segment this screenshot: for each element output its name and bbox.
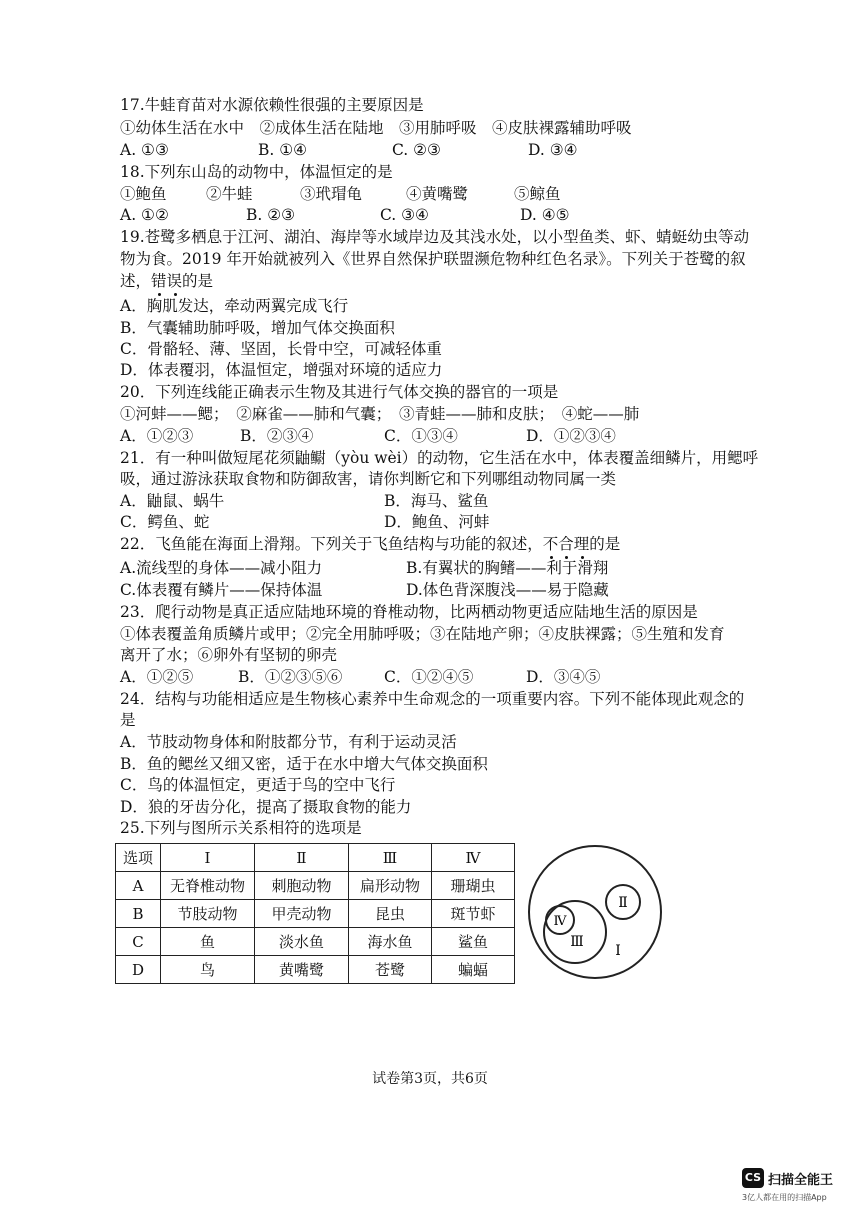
- table-cell: 鱼: [161, 928, 255, 956]
- q23-option-d[interactable]: D．③④⑤: [526, 668, 601, 686]
- q25-stem: 25.下列与图所示关系相符的选项是: [120, 819, 362, 837]
- q23-items-line2: 离开了水；⑥卵外有坚韧的卵壳: [120, 646, 338, 664]
- table-cell: 甲壳动物: [255, 900, 349, 928]
- q23-stem: 23．爬行动物是真正适应陆地环境的脊椎动物，比两栖动物更适应陆地生活的原因是: [120, 603, 698, 621]
- table-cell: 扁形动物: [349, 872, 432, 900]
- q19-stem-line2: 物为食。2019 年开始就被列入《世界自然保护联盟濒危物种红色名录》。下列关于苍鹭的叙: [120, 250, 746, 268]
- q17-option-d[interactable]: D. ③④: [528, 141, 578, 159]
- table-row: [116, 872, 515, 900]
- q19-emphasis-2: 误: [166, 272, 183, 290]
- watermark-tagline: 3亿人都在用的扫描App: [742, 1193, 827, 1202]
- table-header-row: [116, 844, 515, 872]
- q20-option-c[interactable]: C．①③④: [384, 427, 458, 445]
- table-cell: A: [116, 872, 161, 900]
- q21-option-a[interactable]: A．鼬鼠、蜗牛: [120, 492, 225, 510]
- label-iv: Ⅳ: [553, 914, 567, 929]
- q23-option-a[interactable]: A．①②⑤: [120, 668, 194, 686]
- q21-option-d[interactable]: D．鲍鱼、河蚌: [384, 513, 490, 531]
- camscanner-logo-icon: CS: [742, 1168, 764, 1188]
- q18-item-5: ⑤鲸鱼: [514, 185, 561, 203]
- table-cell: 鸟: [161, 956, 255, 984]
- q17-stem: 17.牛蛙育苗对水源依赖性很强的主要原因是: [120, 96, 424, 114]
- q24-stem-line1: 24．结构与功能相适应是生物核心素养中生命观念的一项重要内容。下列不能体现此观念的: [120, 690, 745, 708]
- q23-option-b[interactable]: B．①②③⑤⑥: [238, 668, 343, 686]
- q22-emphasis-1: 不: [542, 535, 559, 553]
- table-row: [116, 900, 515, 928]
- q24-stem-line2: 是: [120, 711, 136, 729]
- table-cell: 蝙蝠: [432, 956, 515, 984]
- scanner-watermark: [742, 1168, 852, 1208]
- table-cell: 珊瑚虫: [432, 872, 515, 900]
- q18-stem: 18.下列东山岛的动物中，体温恒定的是: [120, 163, 393, 181]
- label-i: Ⅰ: [615, 943, 621, 959]
- q21-stem-line1: 21．有一种叫做短尾花须鼬鳚（yòu wèi）的动物，它生活在水中，体表覆盖细鳞片，用鳃呼: [120, 449, 759, 467]
- table-cell: D: [116, 956, 161, 984]
- q25-venn-diagram: [525, 840, 665, 990]
- table-cell: 黄嘴鹭: [255, 956, 349, 984]
- q22-option-d[interactable]: D.体色背深腹浅——易于隐藏: [406, 581, 609, 599]
- q20-option-d[interactable]: D．①②③④: [526, 427, 616, 445]
- q17-option-a[interactable]: A. ①③: [120, 141, 169, 159]
- q19-option-c[interactable]: C．骨骼轻、薄、坚固，长骨中空，可减轻体重: [120, 340, 442, 358]
- table-header-cell: Ⅱ: [255, 844, 349, 872]
- q22-stem: [120, 534, 620, 554]
- q22-option-b[interactable]: B.有翼状的胸鳍——利于滑翔: [406, 559, 609, 577]
- q19-option-a[interactable]: A．胸肌发达，牵动两翼完成飞行: [120, 297, 349, 315]
- table-header-cell: Ⅳ: [432, 844, 515, 872]
- watermark-app-name: 扫描全能王: [768, 1173, 834, 1188]
- q21-option-c[interactable]: C．鳄鱼、蛇: [120, 513, 210, 531]
- table-cell: 苍鹭: [349, 956, 432, 984]
- table-cell: 节肢动物: [161, 900, 255, 928]
- q22-emphasis-3: 理: [573, 535, 590, 553]
- q23-option-c[interactable]: C．①②④⑤: [384, 668, 474, 686]
- q18-item-1: ①鲍鱼: [120, 185, 167, 203]
- page-footer: 试卷第3页，共6页: [372, 1071, 488, 1087]
- q23-items-line1: ①体表覆盖角质鳞片或甲；②完全用肺呼吸；③在陆地产卵；④皮肤裸露；⑤生殖和发育: [120, 625, 725, 643]
- table-header-cell: Ⅰ: [161, 844, 255, 872]
- q20-option-b[interactable]: B．②③④: [240, 427, 314, 445]
- q25-table: [115, 843, 515, 984]
- q18-option-b[interactable]: B. ②③: [246, 206, 296, 224]
- q24-option-d[interactable]: D．狼的牙齿分化，提高了摄取食物的能力: [120, 798, 412, 816]
- table-cell: 无脊椎动物: [161, 872, 255, 900]
- table-cell: 昆虫: [349, 900, 432, 928]
- q19-stem-prefix: 述，: [120, 272, 152, 290]
- q21-stem-line2: 吸，通过游泳获取食物和防御敌害，请你判断它和下列哪组动物同属一类: [120, 470, 617, 488]
- q20-items: ①河蚌——鳃； ②麻雀——肺和气囊； ③青蛙——肺和皮肤； ④蛇——肺: [120, 405, 640, 423]
- q24-option-a[interactable]: A．节肢动物身体和附肢都分节，有利于运动灵活: [120, 733, 457, 751]
- table-cell: 斑节虾: [432, 900, 515, 928]
- q24-option-b[interactable]: B．鱼的鳃丝又细又密，适于在水中增大气体交换面积: [120, 755, 488, 773]
- table-cell: 海水鱼: [349, 928, 432, 956]
- q19-stem-suffix: 的是: [182, 272, 214, 290]
- table-cell: 鲨鱼: [432, 928, 515, 956]
- table-header-cell: Ⅲ: [349, 844, 432, 872]
- q19-stem-line3: [120, 271, 213, 291]
- table-cell: 刺胞动物: [255, 872, 349, 900]
- q19-option-b[interactable]: B．气囊辅助肺呼吸，增加气体交换面积: [120, 319, 395, 337]
- q22-stem-suffix: 的是: [589, 535, 621, 553]
- q17-items: ①幼体生活在水中 ②成体生活在陆地 ③用肺呼吸 ④皮肤裸露辅助呼吸: [120, 119, 632, 137]
- q18-option-a[interactable]: A. ①②: [120, 206, 169, 224]
- table-cell: B: [116, 900, 161, 928]
- table-row: [116, 956, 515, 984]
- q22-emphasis-2: 合: [558, 535, 574, 553]
- q18-item-4: ④黄嘴鹭: [406, 185, 469, 203]
- q18-item-2: ②牛蛙: [206, 185, 253, 203]
- q22-option-a[interactable]: A.流线型的身体——减小阻力: [120, 559, 323, 577]
- table-cell: 淡水鱼: [255, 928, 349, 956]
- q22-option-c[interactable]: C.体表覆有鳞片——保持体温: [120, 581, 323, 599]
- q17-option-c[interactable]: C. ②③: [392, 141, 441, 159]
- label-ii: Ⅱ: [618, 895, 628, 911]
- q19-emphasis-1: 错: [151, 272, 167, 290]
- q22-stem-prefix: 22．飞鱼能在海面上滑翔。下列关于飞鱼结构与功能的叙述，: [120, 535, 543, 553]
- q21-option-b[interactable]: B．海马、鲨鱼: [384, 492, 489, 510]
- q20-option-a[interactable]: A．①②③: [120, 427, 194, 445]
- label-iii: Ⅲ: [570, 934, 584, 950]
- table-cell: C: [116, 928, 161, 956]
- q18-item-3: ③玳瑁龟: [300, 185, 363, 203]
- table-row: [116, 928, 515, 956]
- q18-option-d[interactable]: D. ④⑤: [520, 206, 570, 224]
- q19-option-d[interactable]: D．体表覆羽，体温恒定，增强对环境的适应力: [120, 361, 443, 379]
- q18-option-c[interactable]: C. ③④: [380, 206, 429, 224]
- table-header-cell: 选项: [116, 844, 161, 872]
- q20-stem: 20．下列连线能正确表示生物及其进行气体交换的器官的一项是: [120, 383, 559, 401]
- q19-stem-line1: 19.苍鹭多栖息于江河、湖泊、海岸等水域岸边及其浅水处，以小型鱼类、虾、蜻蜓幼虫等动: [120, 228, 750, 246]
- q17-option-b[interactable]: B. ①④: [258, 141, 308, 159]
- q24-option-c[interactable]: C．鸟的体温恒定，更适于鸟的空中飞行: [120, 776, 396, 794]
